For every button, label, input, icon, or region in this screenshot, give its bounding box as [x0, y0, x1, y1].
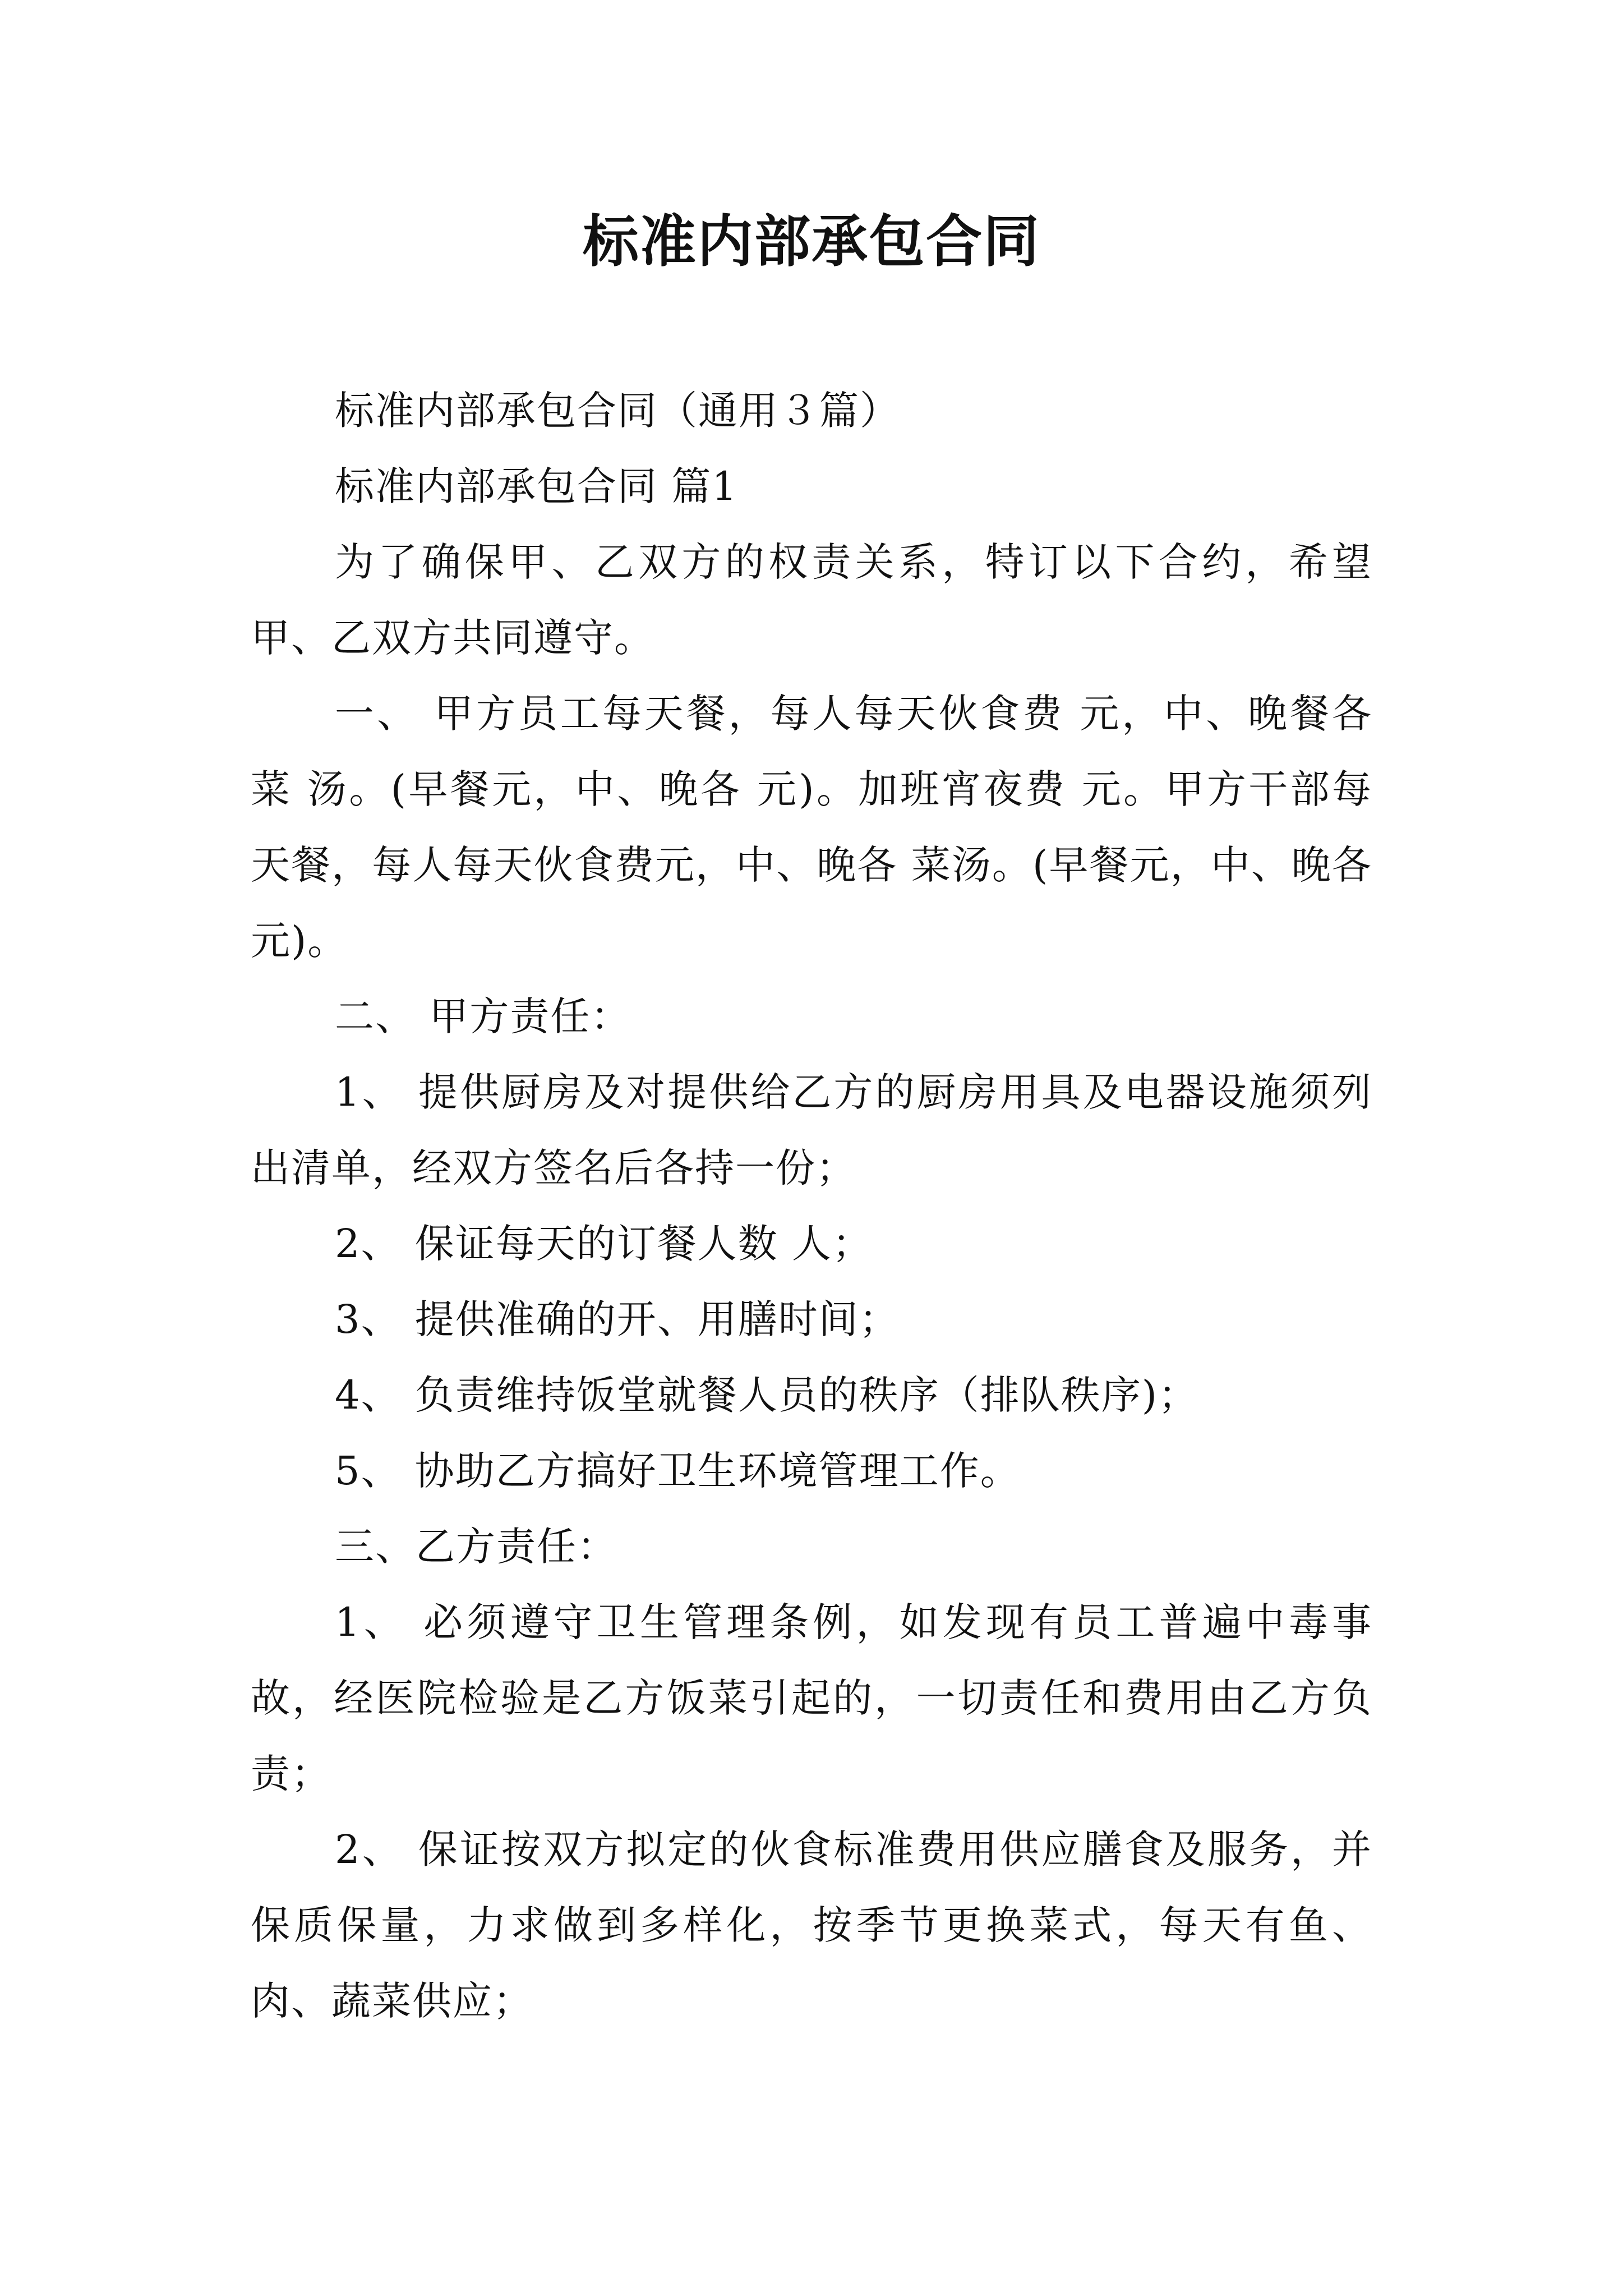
paragraph-subtitle: 标准内部承包合同（通用３篇） — [335, 388, 900, 434]
paragraph-party-b-item-1: 1、 必须遵守卫生管理条例，如发现有员工普遍中毒事故，经医院检验是乙方饭菜引起的，一切责任和费用由乙方负责； — [251, 1599, 1372, 1797]
paragraph-party-a-item-2: 2、 保证每天的订餐人数 人； — [335, 1221, 873, 1267]
paragraph-party-a-item-1: 1、 提供厨房及对提供给乙方的厨房用具及电器设施须列出清单，经双方签名后各持一份； — [251, 1069, 1372, 1191]
paragraph-intro: 为了确保甲、乙双方的权责关系，特订以下合约，希望甲、乙双方共同遵守。 — [251, 539, 1372, 661]
paragraph-party-b-item-2: 2、 保证按双方拟定的伙食标准费用供应膳食及服务，并保质保量，力求做到多样化，按季节更换菜式，每天有鱼、肉、蔬菜供应； — [251, 1826, 1372, 2024]
document-body — [251, 373, 1372, 2039]
paragraph-clause-3-heading: 三、乙方责任： — [335, 1524, 617, 1570]
paragraph-party-a-item-3: 3、 提供准确的开、用膳时间； — [335, 1296, 900, 1342]
paragraph-party-a-item-5: 5、 协助乙方搞好卫生环境管理工作。 — [335, 1448, 1021, 1494]
document-title: 标准内部承包合同 — [583, 208, 1040, 274]
paragraph-party-a-item-4: 4、 负责维持饭堂就餐人员的秩序（排队秩序)； — [335, 1372, 1199, 1418]
paragraph-section-heading: 标准内部承包合同 篇1 — [335, 463, 738, 509]
paragraph-clause-1: 一、 甲方员工每天餐，每人每天伙食费 元，中、晚餐各 菜 汤。(早餐元，中、晚各 元)。加班宵夜费 元。甲方干部每天餐，每人每天伙食费元，中、晚各 菜汤。(早餐元，中、晚各 元)。 — [251, 691, 1372, 964]
paragraph-clause-2-heading: 二、 甲方责任： — [335, 993, 631, 1039]
